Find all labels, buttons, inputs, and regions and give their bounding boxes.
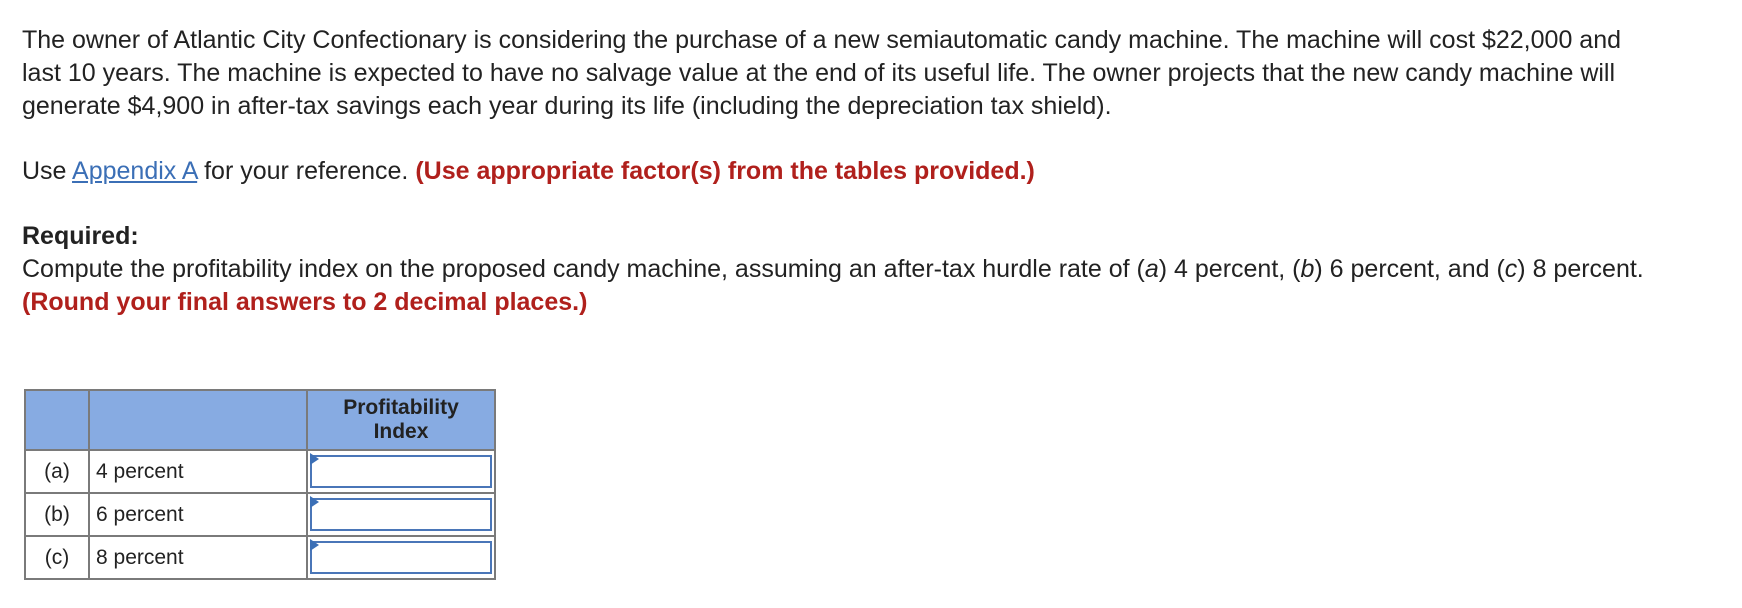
- reference-prefix: Use: [22, 157, 73, 185]
- required-letter-c: c: [1504, 255, 1518, 283]
- problem-paragraph: The owner of Atlantic City Confectionary is considering the purchase of a new semiautomatic candy machine. The machine will cost $22,000 and last 10 years. The machine is expected to have no salvage value at the end of its useful life. The owner projects that the new candy machine will generate $4,900 in after-tax savings each year during its life (including the depreciation tax shield).: [22, 26, 1621, 120]
- table-row: [25, 493, 495, 536]
- header-profitability-index: [307, 390, 495, 450]
- reference-note: (Use appropriate factor(s) from the tables provided.): [415, 157, 1035, 185]
- required-letter-a: a: [1144, 255, 1159, 283]
- reference-line: [22, 155, 1742, 188]
- required-text-1: Compute the profitability index on the proposed candy machine, assuming an after-tax hurdle rate of (: [22, 255, 1145, 283]
- header-line-1: Profitability: [343, 396, 459, 419]
- required-text-2: ) 4 percent, (: [1158, 255, 1301, 283]
- flag-icon: [310, 539, 319, 551]
- required-text-3: ) 6 percent, and (: [1314, 255, 1505, 283]
- required-note: (Round your final answers to 2 decimal places.): [22, 288, 588, 316]
- flag-icon: [310, 453, 319, 465]
- answer-table: [24, 389, 496, 580]
- row-label: 8 percent: [89, 536, 307, 579]
- table-header-row: [25, 390, 495, 450]
- required-heading: Required:: [22, 222, 139, 250]
- table-row: [25, 536, 495, 579]
- answer-cell: [307, 450, 495, 493]
- required-letter-b: b: [1300, 255, 1315, 283]
- required-text-4: ) 8 percent.: [1517, 255, 1644, 283]
- row-letter: (b): [25, 493, 89, 536]
- answer-input-b[interactable]: [310, 498, 492, 531]
- row-letter: (a): [25, 450, 89, 493]
- row-label: 6 percent: [89, 493, 307, 536]
- header-letter-cell: [25, 390, 89, 450]
- row-label: 4 percent: [89, 450, 307, 493]
- answer-cell: [307, 536, 495, 579]
- table-row: [25, 450, 495, 493]
- flag-icon: [310, 496, 319, 508]
- reference-suffix: for your reference.: [197, 157, 416, 185]
- header-label-cell: [89, 390, 307, 450]
- row-letter: (c): [25, 536, 89, 579]
- answer-input-a[interactable]: [310, 455, 492, 488]
- appendix-a-link[interactable]: Appendix A: [72, 157, 198, 185]
- answer-input-c[interactable]: [310, 541, 492, 574]
- answer-cell: [307, 493, 495, 536]
- header-line-2: Index: [373, 420, 429, 443]
- required-text: [22, 253, 1662, 319]
